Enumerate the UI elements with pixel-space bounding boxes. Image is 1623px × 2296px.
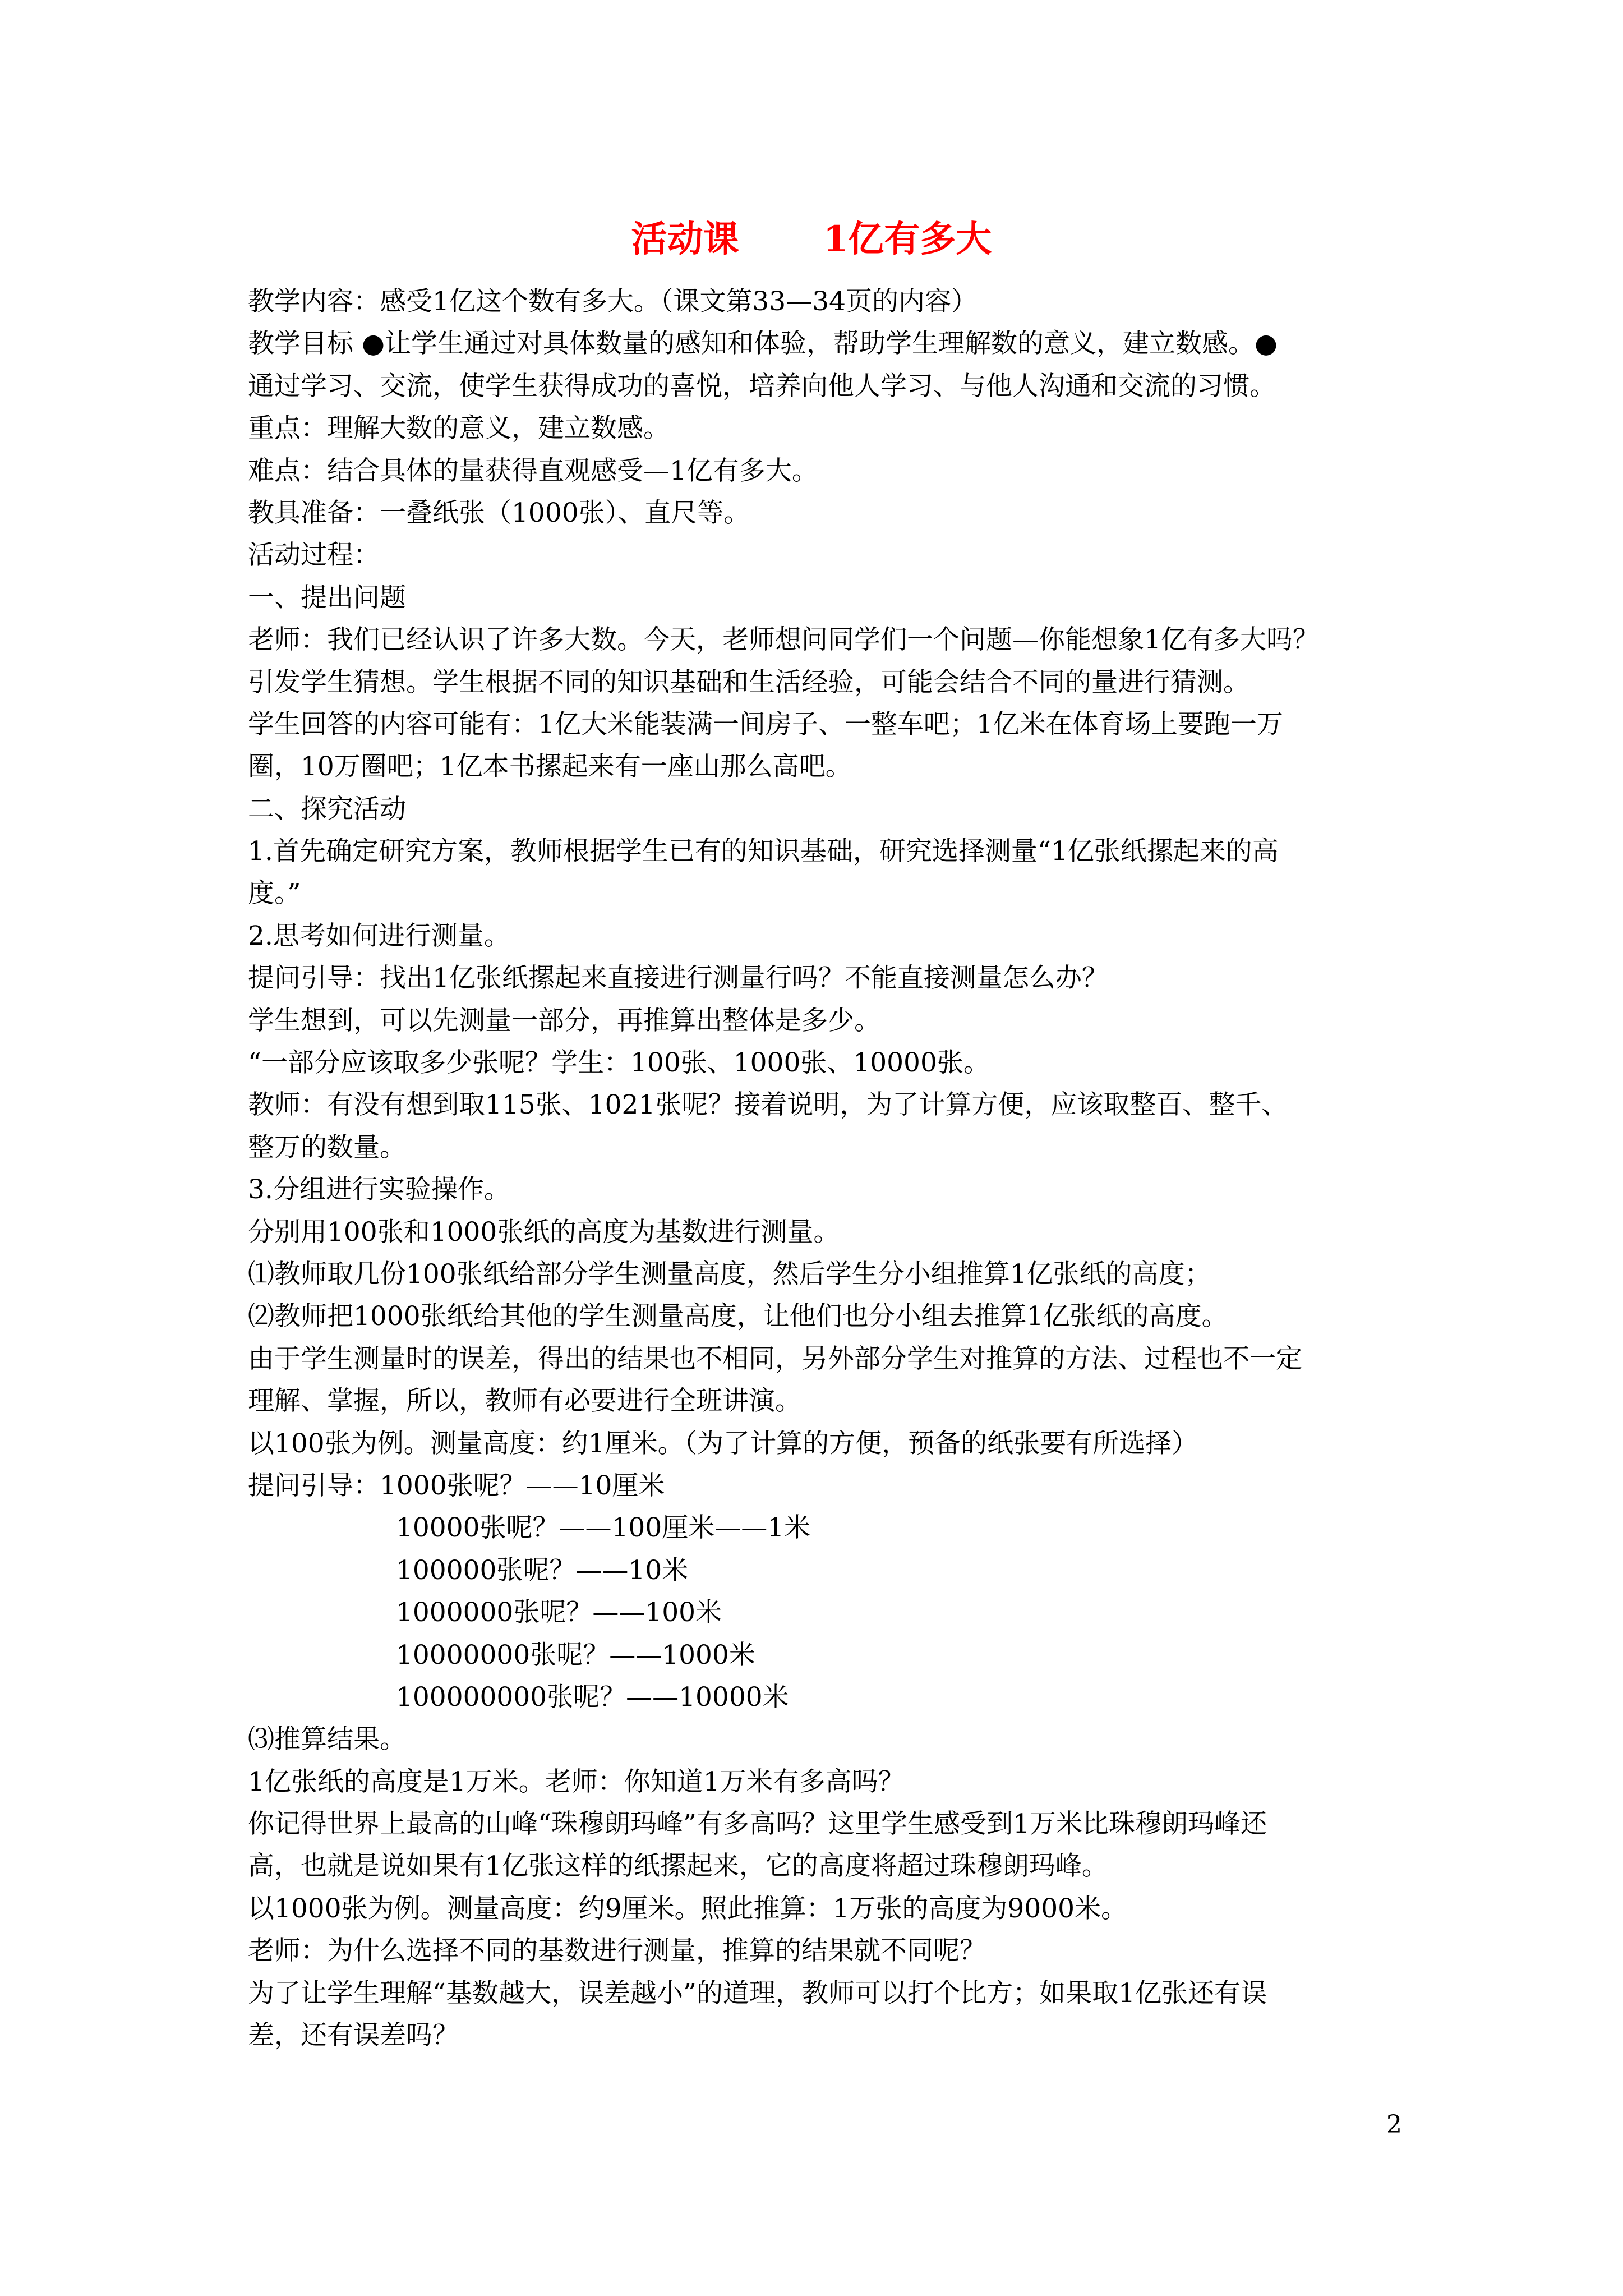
text-line: 整万的数量。 xyxy=(248,1131,406,1163)
text-line: 教师：有没有想到取115张、1021张呢？接着说明，为了计算方便，应该取整百、整千、 xyxy=(248,1089,1288,1121)
text-line: 你记得世界上最高的山峰“珠穆朗玛峰”有多高吗？这里学生感受到1万米比珠穆朗玛峰还 xyxy=(248,1809,1267,1840)
text-line: 重点：理解大数的意义，建立数感。 xyxy=(248,413,670,444)
text-line: 学生想到，可以先测量一部分，再推算出整体是多少。 xyxy=(248,1005,880,1036)
document-title: 活动课 1亿有多大 xyxy=(631,218,992,260)
text-line: ⑵教师把1000张纸给其他的学生测量高度，让他们也分小组去推算1亿张纸的高度。 xyxy=(248,1301,1228,1332)
text-line: 由于学生测量时的误差，得出的结果也不相同，另外部分学生对推算的方法、过程也不一定 xyxy=(248,1343,1302,1374)
text-line: 10000张呢？——100厘米——1米 xyxy=(396,1512,811,1544)
text-line: 提问引导：找出1亿张纸摞起来直接进行测量行吗？不能直接测量怎么办？ xyxy=(248,963,1108,994)
text-line: 2.思考如何进行测量。 xyxy=(248,920,510,951)
text-line: “一部分应该取多少张呢？学生：100张、1000张、10000张。 xyxy=(248,1047,990,1079)
text-line: 活动过程： xyxy=(248,540,380,571)
text-line: 以100张为例。测量高度：约1厘米。（为了计算的方便，预备的纸张要有所选择） xyxy=(248,1428,1198,1459)
text-line: 教学目标 ●让学生通过对具体数量的感知和体验，帮助学生理解数的意义，建立数感。● xyxy=(248,328,1278,360)
text-line: 老师：我们已经认识了许多大数。今天，老师想问同学们一个问题—你能想象1亿有多大吗？ xyxy=(248,624,1319,656)
text-line: 通过学习、交流，使学生获得成功的喜悦，培养向他人学习、与他人沟通和交流的习惯。 xyxy=(248,370,1276,402)
text-line: 教学内容：感受1亿这个数有多大。（课文第33—34页的内容） xyxy=(248,286,978,317)
text-line: 理解、掌握，所以，教师有必要进行全班讲演。 xyxy=(248,1386,801,1417)
text-line: 1000000张呢？——100米 xyxy=(396,1597,722,1628)
document-body xyxy=(248,280,1392,2056)
text-line: 3.分组进行实验操作。 xyxy=(248,1174,510,1205)
text-line: 提问引导：1000张呢？——10厘米 xyxy=(248,1470,665,1501)
text-line: 10000000张呢？——1000米 xyxy=(396,1639,755,1671)
text-line: 以1000张为例。测量高度：约9厘米。照此推算：1万张的高度为9000米。 xyxy=(248,1893,1128,1924)
text-line: 高，也就是说如果有1亿张这样的纸摞起来，它的高度将超过珠穆朗玛峰。 xyxy=(248,1851,1108,1882)
text-line: 1亿张纸的高度是1万米。老师：你知道1万米有多高吗？ xyxy=(248,1766,905,1797)
text-line: 差，还有误差吗？ xyxy=(248,2020,459,2051)
text-line: 学生回答的内容可能有：1亿大米能装满一间房子、一整车吧；1亿米在体育场上要跑一万 xyxy=(248,708,1283,740)
text-line: 难点：结合具体的量获得直观感受—1亿有多大。 xyxy=(248,455,818,486)
text-line: 度。” xyxy=(248,878,301,909)
text-line: ⑶推算结果。 xyxy=(248,1724,406,1755)
text-line: 一、提出问题 xyxy=(248,582,406,613)
text-line: 教具准备：一叠纸张（1000张）、直尺等。 xyxy=(248,497,750,528)
text-line: 二、探究活动 xyxy=(248,793,406,825)
text-line: 老师：为什么选择不同的基数进行测量，推算的结果就不同呢？ xyxy=(248,1935,986,1967)
page-number: 2 xyxy=(1386,2110,1402,2139)
text-line: 100000000张呢？——10000米 xyxy=(396,1681,789,1713)
text-line: 分别用100张和1000张纸的高度为基数进行测量。 xyxy=(248,1216,840,1248)
text-line: ⑴教师取几份100张纸给部分学生测量高度，然后学生分小组推算1亿张纸的高度； xyxy=(248,1258,1211,1290)
text-line: 100000张呢？——10米 xyxy=(396,1554,689,1586)
text-line: 1.首先确定研究方案，教师根据学生已有的知识基础，研究选择测量“1亿张纸摞起来的高 xyxy=(248,836,1279,867)
text-line: 为了让学生理解“基数越大，误差越小”的道理，教师可以打个比方；如果取1亿张还有误 xyxy=(248,1977,1267,2009)
text-line: 引发学生猜想。学生根据不同的知识基础和生活经验，可能会结合不同的量进行猜测。 xyxy=(248,666,1249,698)
text-line: 圈，10万圈吧；1亿本书摞起来有一座山那么高吧。 xyxy=(248,751,852,783)
